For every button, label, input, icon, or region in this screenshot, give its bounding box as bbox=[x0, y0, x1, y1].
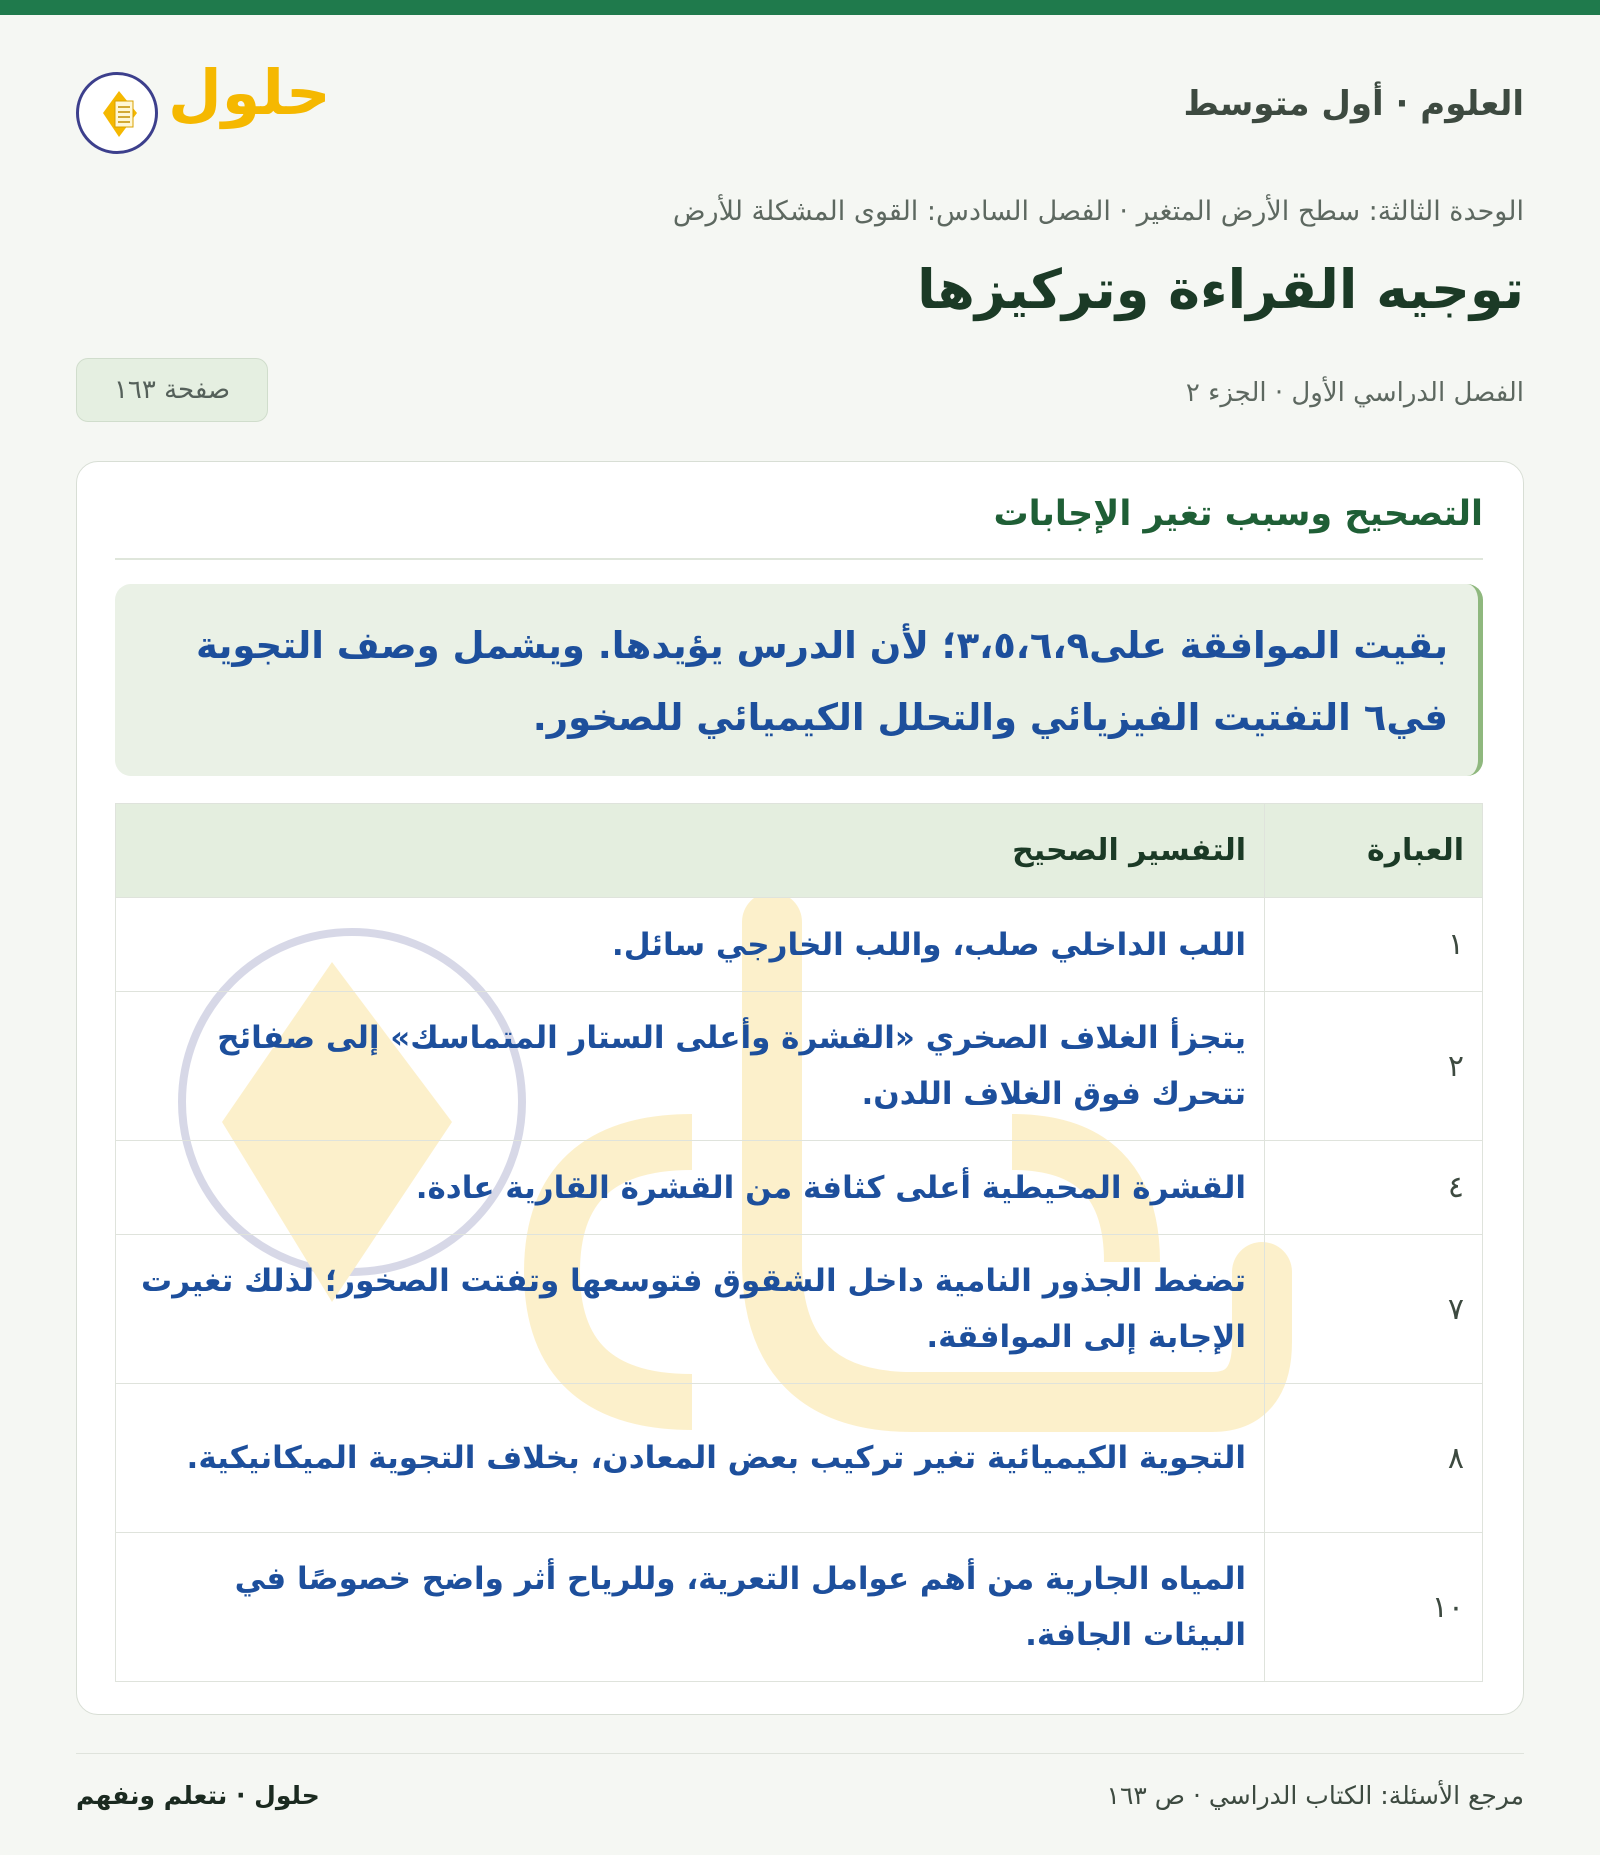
table-row bbox=[116, 992, 1483, 1141]
footer-brand: حلول · نتعلم ونفهم bbox=[76, 1781, 320, 1810]
page-number-badge: صفحة ١٦٣ bbox=[76, 358, 268, 422]
answers-table bbox=[115, 803, 1483, 1682]
explanation-cell: المياه الجارية من أهم عوامل التعرية، وللرياح أثر واضح خصوصًا في البيئات الجافة. bbox=[116, 1533, 1265, 1682]
statement-number: ٨ bbox=[1265, 1384, 1483, 1533]
unit-breadcrumb: الوحدة الثالثة: سطح الأرض المتغير · الفصل السادس: القوى المشكلة للأرض bbox=[672, 196, 1524, 227]
summary-callout bbox=[115, 584, 1483, 776]
table-row bbox=[116, 1141, 1483, 1235]
statement-number: ٧ bbox=[1265, 1235, 1483, 1384]
statement-number: ١٠ bbox=[1265, 1533, 1483, 1682]
card-title: التصحيح وسبب تغير الإجابات bbox=[993, 494, 1483, 534]
statement-number: ٤ bbox=[1265, 1141, 1483, 1235]
divider bbox=[115, 558, 1483, 560]
footer-reference: مرجع الأسئلة: الكتاب الدراسي · ص ١٦٣ bbox=[1106, 1781, 1524, 1810]
explanation-cell: القشرة المحيطية أعلى كثافة من القشرة القارية عادة. bbox=[116, 1141, 1265, 1235]
explanation-cell: التجوية الكيميائية تغير تركيب بعض المعادن، بخلاف التجوية الميكانيكية. bbox=[116, 1384, 1265, 1533]
column-header-statement: العبارة bbox=[1265, 804, 1483, 898]
column-header-explanation: التفسير الصحيح bbox=[116, 804, 1265, 898]
answer-card bbox=[76, 461, 1524, 1715]
statement-number: ٢ bbox=[1265, 992, 1483, 1141]
table-row bbox=[116, 1235, 1483, 1384]
book-icon bbox=[76, 72, 158, 154]
statement-number: ١ bbox=[1265, 898, 1483, 992]
explanation-cell: يتجزأ الغلاف الصخري «القشرة وأعلى الستار المتماسك» إلى صفائح تتحرك فوق الغلاف اللدن. bbox=[116, 992, 1265, 1141]
table-row bbox=[116, 1533, 1483, 1682]
table-row bbox=[116, 1384, 1483, 1533]
subject-label: العلوم · أول متوسط bbox=[1183, 84, 1524, 124]
page-header bbox=[76, 52, 1524, 162]
page-title: توجيه القراءة وتركيزها bbox=[917, 258, 1524, 321]
summary-text: بقيت الموافقة على٣،٥،٦،٩؛ لأن الدرس يؤيدها. ويشمل وصف التجوية في٦ التفتيت الفيزيائي والتحلل الكيميائي للصخور. bbox=[196, 624, 1448, 739]
top-accent-bar bbox=[0, 0, 1600, 15]
footer-divider bbox=[76, 1753, 1524, 1754]
explanation-cell: تضغط الجذور النامية داخل الشقوق فتوسعها وتفتت الصخور؛ لذلك تغيرت الإجابة إلى الموافقة. bbox=[116, 1235, 1265, 1384]
table-row bbox=[116, 898, 1483, 992]
logo-wordmark: حلول bbox=[168, 56, 331, 129]
table-header-row bbox=[116, 804, 1483, 898]
explanation-cell: اللب الداخلي صلب، واللب الخارجي سائل. bbox=[116, 898, 1265, 992]
term-label: الفصل الدراسي الأول · الجزء ٢ bbox=[1185, 378, 1524, 408]
site-logo[interactable] bbox=[76, 52, 336, 162]
